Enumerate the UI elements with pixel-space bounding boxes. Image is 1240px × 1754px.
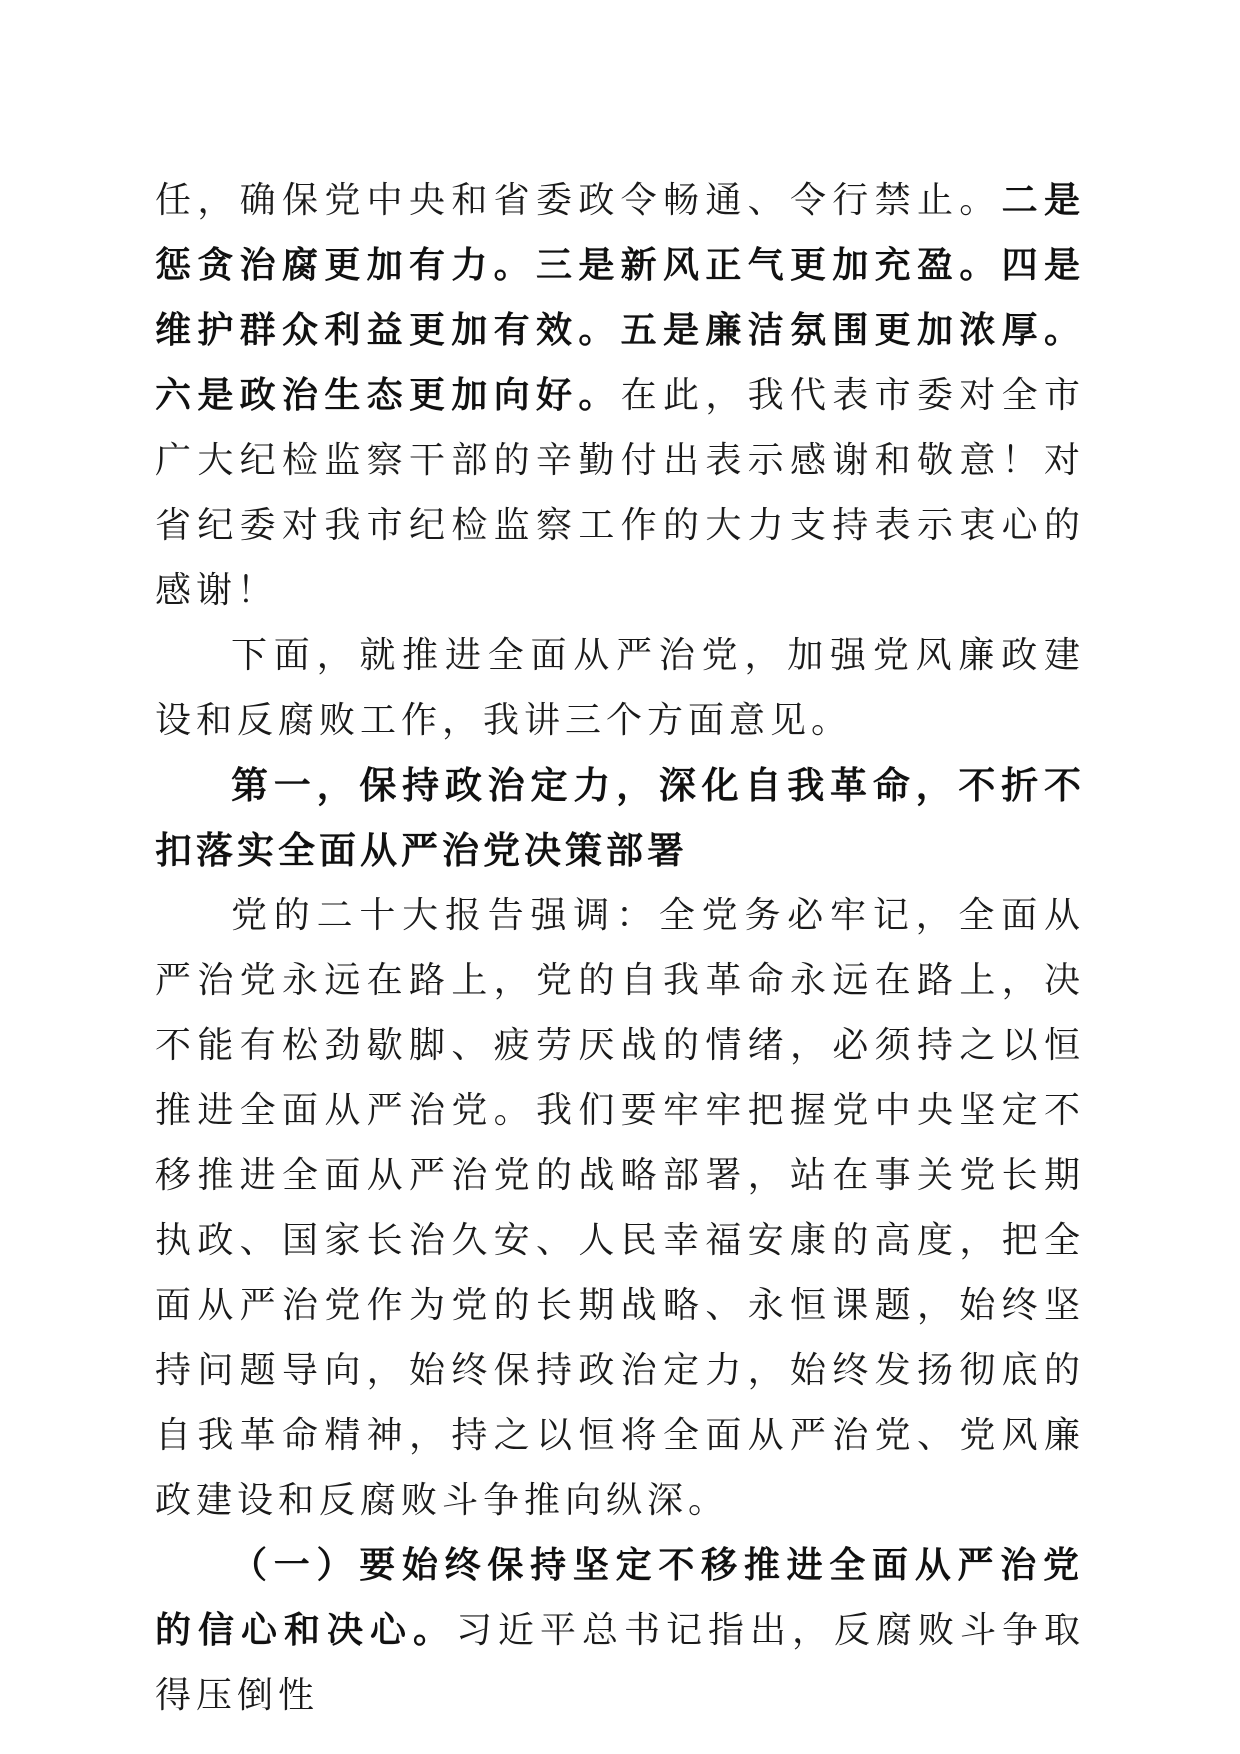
section-heading-first: 第一，保持政治定力，深化自我革命，不折不扣落实全面从严治党决策部署: [155, 764, 1085, 872]
document-body: [155, 168, 1085, 1728]
paragraph-body: 党的二十大报告强调：全党务必牢记，全面从严治党永远在路上，党的自我革命永远在路上，决不能有松劲歇脚、疲劳厌战的情绪，必须持之以恒推进全面从严治党。我们要牢牢把握党中央坚定不移推进全面从严治党的战略部署，站在事关党长期执政、国家长治久安、人民幸福安康的高度，把全面从严治党作为党的长期战略、永恒课题，始终坚持问题导向，始终保持政治定力，始终发扬彻底的自我革命精神，持之以恒将全面从严治党、党风廉政建设和反腐败斗争推向纵深。: [155, 895, 1085, 1521]
paragraph-summary-thanks: 在此，我代表市委对全市广大纪检监察干部的辛勤付出表示感谢和敬意！对省纪委对我市纪检监察工作的大力支持表示衷心的感谢！: [155, 375, 1085, 611]
subsection-one-text: 习近平总书记指出，反腐败斗争取得压倒性: [155, 1610, 1085, 1716]
paragraph-summary-intro: 任，确保党中央和省委政令畅通、令行禁止。: [155, 180, 1002, 221]
paragraph-subsection-one: [155, 1533, 1085, 1728]
subsection-one-title: （一）要始终保持坚定不移推进全面从严治党的信心和决心。: [155, 1544, 1085, 1651]
paragraph-summary: [155, 168, 1085, 623]
paragraph-summary-bold-points: 二是惩贪治腐更加有力。三是新风正气更加充盈。四是维护群众利益更加有效。五是廉洁氛围更加浓厚。六是政治生态更加向好。: [155, 179, 1085, 416]
paragraph-transition: 下面，就推进全面从严治党，加强党风廉政建设和反腐败工作，我讲三个方面意见。: [155, 635, 1085, 741]
